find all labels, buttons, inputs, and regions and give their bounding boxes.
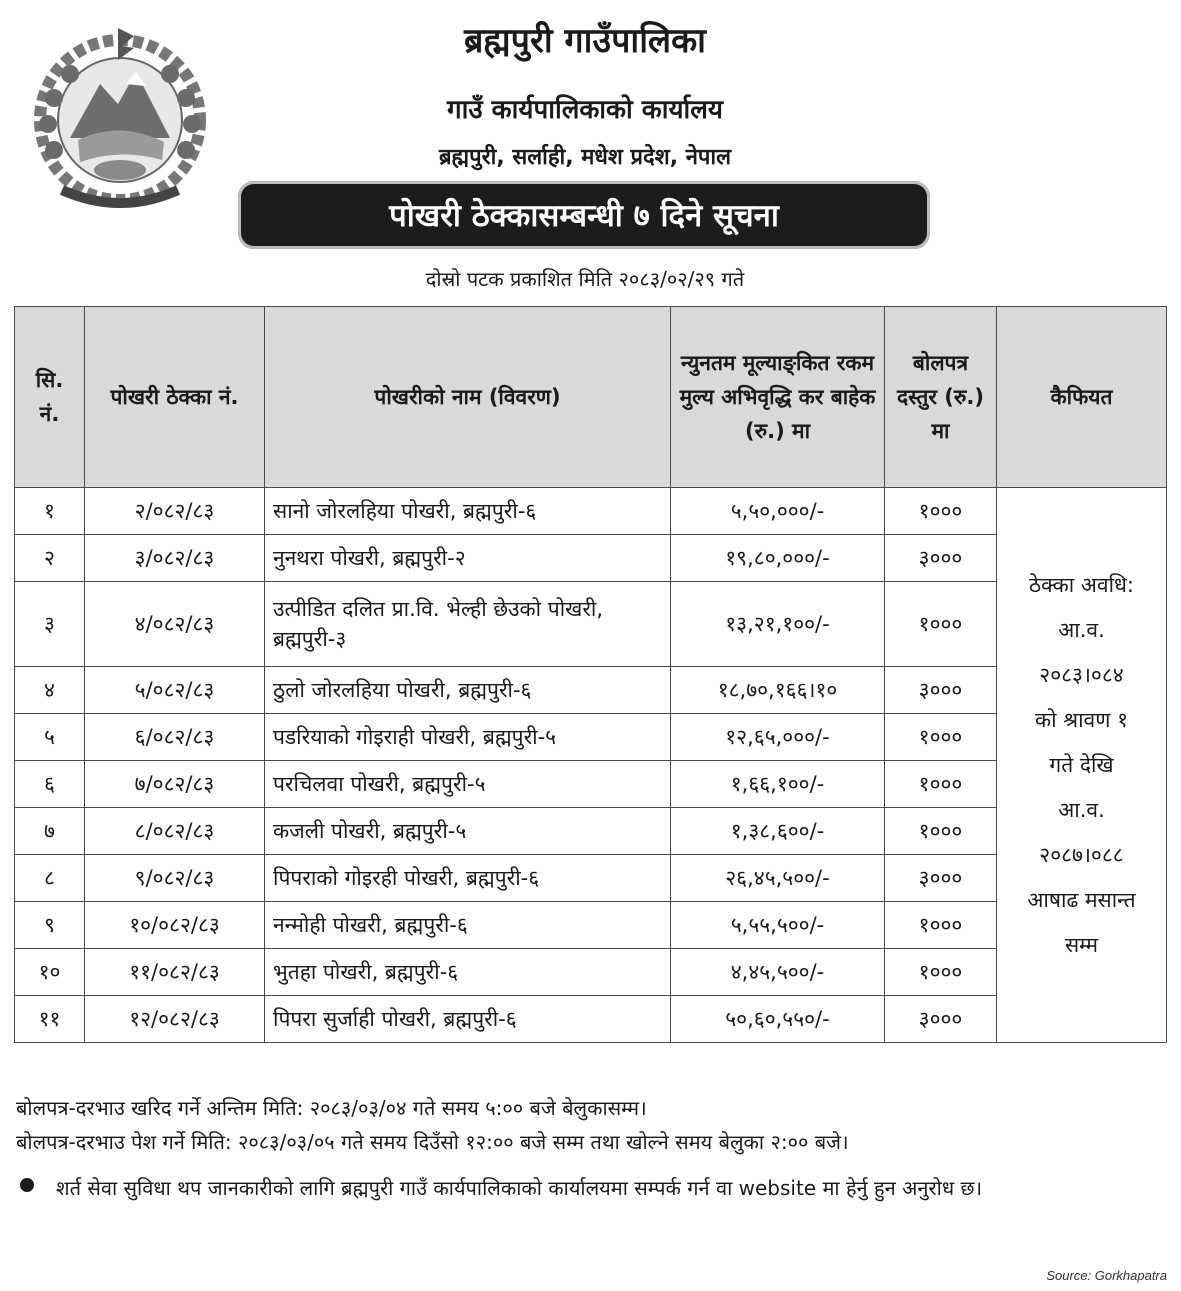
header-min-amount: न्युनतम मूल्याङ्‌कित रकम मुल्य अभिवृद्धि कर बाहेक (रु.) मा	[671, 307, 885, 488]
nepal-government-emblem-icon	[22, 20, 218, 212]
cell-bid-fee: १०००	[885, 902, 997, 949]
table-row	[15, 582, 1167, 667]
cell-bid-fee: १०००	[885, 761, 997, 808]
table-row	[15, 535, 1167, 582]
cell-pond-name: सानो जोरलहिया पोखरी, ब्रह्मपुरी-६	[265, 488, 671, 535]
cell-pond-name: ठुलो जोरलहिया पोखरी, ब्रह्मपुरी-६	[265, 667, 671, 714]
cell-sn: ८	[15, 855, 85, 902]
table-header-row	[15, 307, 1167, 488]
header-bid-fee: बोलपत्र दस्तुर (रु.) मा	[885, 307, 997, 488]
cell-bid-fee: १०००	[885, 949, 997, 996]
table-row	[15, 996, 1167, 1043]
source-credit: Source: Gorkhapatra	[1046, 1268, 1167, 1283]
office-address: ब्रह्मपुरी, सर्लाही, मधेश प्रदेश, नेपाल	[438, 145, 732, 170]
cell-min-amount: २६,४५,५००/-	[671, 855, 885, 902]
table-row	[15, 667, 1167, 714]
table-row	[15, 855, 1167, 902]
contact-note-text: शर्त सेवा सुविधा थप जानकारीको लागि ब्रह्मपुरी गाउँ कार्यपालिकाको कार्यालयमा सम्पर्क गर्न वा website मा हेर्नु हुन अनुरोध छ।	[56, 1176, 983, 1200]
cell-contract-no: १०/०८२/८३	[85, 902, 265, 949]
table-row	[15, 808, 1167, 855]
cell-min-amount: ४,४५,५००/-	[671, 949, 885, 996]
cell-pond-name: पिपराको गोइरही पोखरी, ब्रह्मपुरी-६	[265, 855, 671, 902]
cell-min-amount: १,३८,६००/-	[671, 808, 885, 855]
cell-min-amount: ५,५०,०००/-	[671, 488, 885, 535]
cell-sn: ७	[15, 808, 85, 855]
header-contract-no: पोखरी ठेक्का नं.	[85, 307, 265, 488]
table-row	[15, 488, 1167, 535]
cell-pond-name: परचिलवा पोखरी, ब्रह्मपुरी-५	[265, 761, 671, 808]
cell-min-amount: ५०,६०,५५०/-	[671, 996, 885, 1043]
municipality-title: ब्रह्मपुरी गाउँपालिका	[464, 21, 706, 61]
cell-sn: ५	[15, 714, 85, 761]
cell-pond-name: पडरियाको गोइराही पोखरी, ब्रह्मपुरी-५	[265, 714, 671, 761]
cell-min-amount: १३,२१,१००/-	[671, 582, 885, 667]
bullet-icon	[20, 1178, 34, 1192]
cell-bid-fee: १०००	[885, 808, 997, 855]
header-remarks: कैफियत	[997, 307, 1167, 488]
contact-note	[16, 1170, 1166, 1206]
cell-pond-name: भुतहा पोखरी, ब्रह्मपुरी-६	[265, 949, 671, 996]
notice-title-banner	[238, 181, 930, 249]
cell-sn: ९	[15, 902, 85, 949]
cell-pond-name: नुनथरा पोखरी, ब्रह्मपुरी-२	[265, 535, 671, 582]
cell-remarks	[997, 488, 1167, 1043]
purchase-deadline: बोलपत्र-दरभाउ खरिद गर्ने अन्तिम मिति: २०८३/०३/०४ गते समय ५:०० बजे बेलुकासम्म।	[16, 1096, 647, 1120]
office-name: गाउँ कार्यपालिकाको कार्यालय	[447, 95, 723, 125]
cell-pond-name: कजली पोखरी, ब्रह्मपुरी-५	[265, 808, 671, 855]
cell-contract-no: ११/०८२/८३	[85, 949, 265, 996]
remarks-line: २०८७।०८८	[1039, 842, 1124, 867]
cell-contract-no: ४/०८२/८३	[85, 582, 265, 667]
table-row	[15, 714, 1167, 761]
notice-title: पोखरी ठेक्कासम्बन्धी ७ दिने सूचना	[389, 198, 779, 234]
cell-sn: ३	[15, 582, 85, 667]
remarks-line: आषाढ मसान्त	[1027, 887, 1136, 912]
cell-min-amount: १,६६,१००/-	[671, 761, 885, 808]
cell-contract-no: ९/०८२/८३	[85, 855, 265, 902]
cell-bid-fee: ३०००	[885, 535, 997, 582]
cell-bid-fee: १०००	[885, 488, 997, 535]
table-row	[15, 761, 1167, 808]
remarks-line: गते देखि	[1049, 752, 1114, 777]
cell-bid-fee: १०००	[885, 714, 997, 761]
cell-sn: १	[15, 488, 85, 535]
cell-contract-no: ६/०८२/८३	[85, 714, 265, 761]
cell-contract-no: १२/०८२/८३	[85, 996, 265, 1043]
cell-sn: ६	[15, 761, 85, 808]
remarks-line: आ.व.	[1058, 617, 1105, 642]
cell-contract-no: ७/०८२/८३	[85, 761, 265, 808]
header-pond-name: पोखरीको नाम (विवरण)	[265, 307, 671, 488]
cell-pond-name: पिपरा सुर्जाही पोखरी, ब्रह्मपुरी-६	[265, 996, 671, 1043]
remarks-line: ठेक्का अवधि:	[1028, 572, 1135, 597]
table-row	[15, 902, 1167, 949]
remarks-line: आ.व.	[1058, 797, 1105, 822]
cell-contract-no: ८/०८२/८३	[85, 808, 265, 855]
cell-min-amount: १८,७०,१६६।१०	[671, 667, 885, 714]
cell-bid-fee: १०००	[885, 582, 997, 667]
pond-contract-table	[14, 306, 1167, 1043]
cell-contract-no: ३/०८२/८३	[85, 535, 265, 582]
cell-sn: ४	[15, 667, 85, 714]
remarks-line: को श्रावण १	[1034, 707, 1128, 732]
cell-min-amount: १९,८०,०००/-	[671, 535, 885, 582]
cell-sn: २	[15, 535, 85, 582]
header-sn: सि. नं.	[15, 307, 85, 488]
cell-pond-name: उत्पीडित दलित प्रा.वि. भेल्ही छेउको पोखरी, ब्रह्मपुरी-३	[265, 582, 671, 667]
cell-contract-no: २/०८२/८३	[85, 488, 265, 535]
cell-bid-fee: ३०००	[885, 667, 997, 714]
submission-deadline: बोलपत्र-दरभाउ पेश गर्ने मिति: २०८३/०३/०५ गते समय दिउँसो १२:०० बजे सम्म तथा खोल्ने समय बेलुका २:०० बजे।	[16, 1130, 849, 1154]
cell-contract-no: ५/०८२/८३	[85, 667, 265, 714]
cell-bid-fee: ३०००	[885, 855, 997, 902]
cell-min-amount: ५,५५,५००/-	[671, 902, 885, 949]
cell-sn: ११	[15, 996, 85, 1043]
remarks-line: २०८३।०८४	[1039, 662, 1124, 687]
publication-date-line: दोस्रो पटक प्रकाशित मिति २०८३/०२/२९ गते	[425, 267, 745, 291]
cell-bid-fee: ३०००	[885, 996, 997, 1043]
cell-sn: १०	[15, 949, 85, 996]
remarks-line: सम्म	[1064, 932, 1099, 957]
cell-pond-name: नन्मोही पोखरी, ब्रह्मपुरी-६	[265, 902, 671, 949]
cell-min-amount: १२,६५,०००/-	[671, 714, 885, 761]
table-row	[15, 949, 1167, 996]
